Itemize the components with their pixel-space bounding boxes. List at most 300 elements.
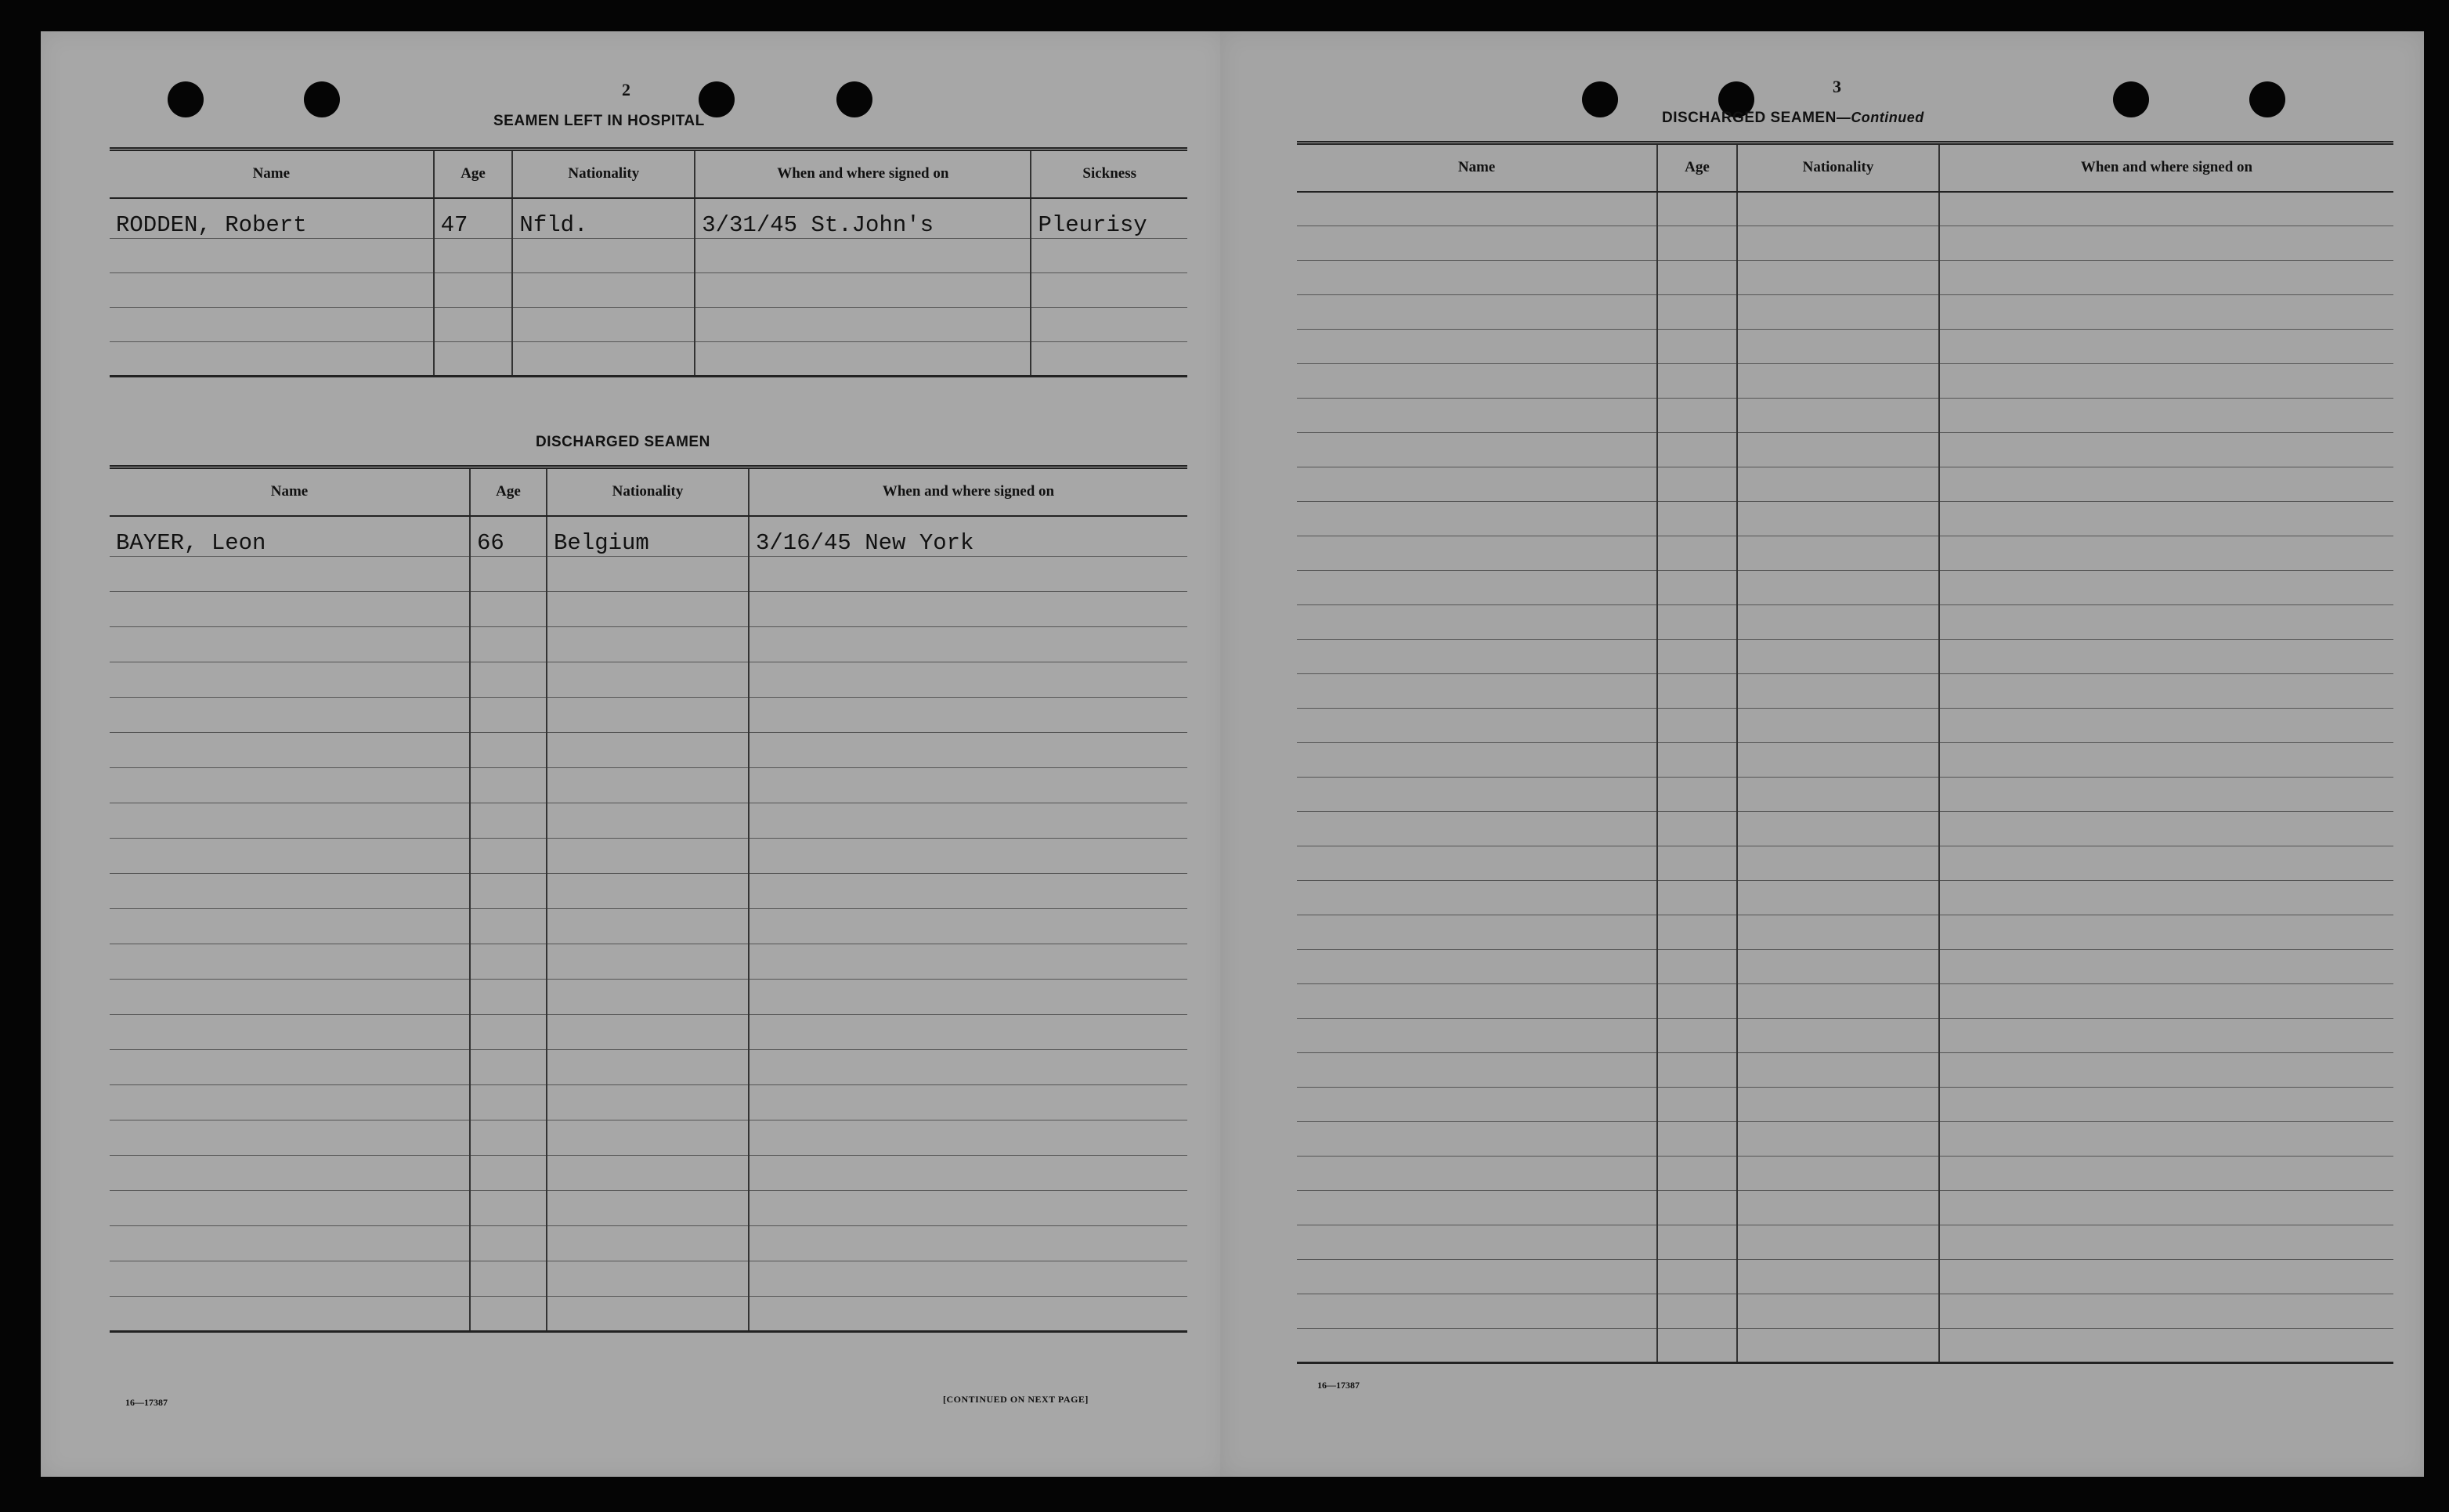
continued-note: [CONTINUED ON NEXT PAGE] (943, 1394, 1089, 1405)
table-row (1297, 846, 2393, 881)
blank-cell (1939, 433, 2393, 467)
blank-cell (1737, 605, 1939, 640)
table-row (1297, 778, 2393, 812)
blank-cell (1939, 330, 2393, 364)
signed-on: 3/16/45 New York (749, 516, 1187, 557)
blank-cell (1297, 467, 1657, 502)
blank-cell (1297, 1019, 1657, 1053)
blank-cell (1737, 192, 1939, 226)
blank-cell (110, 592, 470, 627)
blank-cell (110, 1297, 470, 1332)
table-row (110, 768, 1187, 803)
blank-cell (547, 1050, 749, 1085)
blank-cell (1297, 1191, 1657, 1225)
table-row (1297, 467, 2393, 502)
column-header: When and where signed on (749, 467, 1187, 516)
blank-cell (1297, 571, 1657, 605)
blank-cell (1297, 433, 1657, 467)
punch-hole (304, 81, 340, 117)
table-row (1297, 950, 2393, 984)
blank-cell (1939, 1225, 2393, 1260)
blank-cell (1657, 261, 1737, 295)
column-header: Name (1297, 143, 1657, 192)
title-main: DISCHARGED SEAMEN (1662, 110, 1837, 126)
blank-cell (547, 803, 749, 839)
blank-cell (110, 874, 470, 909)
blank-cell (749, 1191, 1187, 1226)
blank-cell (434, 273, 513, 308)
blank-cell (1939, 605, 2393, 640)
column-header: Age (1657, 143, 1737, 192)
blank-cell (1297, 192, 1657, 226)
blank-cell (1939, 536, 2393, 571)
table-row (1297, 1260, 2393, 1294)
blank-cell (1737, 1225, 1939, 1260)
table-row (1297, 536, 2393, 571)
blank-cell (1737, 467, 1939, 502)
blank-cell (470, 1297, 547, 1332)
blank-cell (547, 1085, 749, 1120)
blank-cell (749, 1226, 1187, 1261)
blank-cell (547, 733, 749, 768)
blank-cell (1031, 308, 1187, 342)
blank-cell (695, 342, 1031, 377)
blank-cell (470, 980, 547, 1015)
table-row (1297, 881, 2393, 915)
blank-cell (1939, 778, 2393, 812)
discharged-table (110, 465, 1187, 1333)
blank-cell (1939, 1053, 2393, 1088)
blank-cell (1657, 984, 1737, 1019)
blank-cell (1737, 846, 1939, 881)
blank-cell (470, 1226, 547, 1261)
blank-cell (470, 1191, 547, 1226)
blank-cell (110, 1261, 470, 1297)
blank-cell (1297, 330, 1657, 364)
table-row (110, 516, 1187, 557)
blank-cell (1657, 605, 1737, 640)
table-row (110, 342, 1187, 377)
blank-cell (1939, 1157, 2393, 1191)
blank-cell (470, 627, 547, 662)
blank-cell (1657, 846, 1737, 881)
table-row (1297, 1019, 2393, 1053)
blank-cell (1297, 261, 1657, 295)
table-row (110, 239, 1187, 273)
blank-cell (1657, 1260, 1737, 1294)
blank-cell (470, 874, 547, 909)
discharged-section-title: DISCHARGED SEAMEN (536, 434, 710, 450)
blank-cell (470, 839, 547, 874)
blank-cell (749, 733, 1187, 768)
blank-cell (470, 944, 547, 980)
blank-cell (1297, 640, 1657, 674)
blank-cell (1939, 1329, 2393, 1363)
blank-cell (547, 944, 749, 980)
seaman-nationality: Belgium (547, 516, 749, 557)
blank-cell (470, 733, 547, 768)
punch-hole (168, 81, 204, 117)
table-row (1297, 1294, 2393, 1329)
blank-cell (1737, 1191, 1939, 1225)
blank-cell (1031, 239, 1187, 273)
column-header: Name (110, 150, 434, 198)
table-row (1297, 571, 2393, 605)
hospital-header-row (110, 150, 1187, 198)
form-number: 16—17387 (1317, 1380, 1360, 1391)
table-row (1297, 330, 2393, 364)
blank-cell (110, 627, 470, 662)
title-suffix: —Continued (1836, 110, 1924, 125)
right-page (1220, 31, 2424, 1477)
blank-cell (1939, 1191, 2393, 1225)
discharged-continued-header-row (1297, 143, 2393, 192)
blank-cell (749, 980, 1187, 1015)
blank-cell (1297, 984, 1657, 1019)
blank-cell (110, 1120, 470, 1156)
table-row (110, 909, 1187, 944)
table-row (110, 627, 1187, 662)
table-row (1297, 226, 2393, 261)
table-row (1297, 984, 2393, 1019)
column-header: Nationality (547, 467, 749, 516)
blank-cell (1657, 330, 1737, 364)
blank-cell (1657, 812, 1737, 846)
seaman-age: 66 (470, 516, 547, 557)
table-row (1297, 743, 2393, 778)
blank-cell (1737, 399, 1939, 433)
blank-cell (1737, 674, 1939, 709)
blank-cell (547, 627, 749, 662)
blank-cell (547, 592, 749, 627)
blank-cell (1939, 1088, 2393, 1122)
blank-cell (1939, 674, 2393, 709)
punch-hole (2249, 81, 2285, 117)
blank-cell (1297, 502, 1657, 536)
hospital-section-title: SEAMEN LEFT IN HOSPITAL (493, 113, 705, 129)
blank-cell (1737, 984, 1939, 1019)
blank-cell (1939, 364, 2393, 399)
table-row (1297, 640, 2393, 674)
blank-cell (749, 662, 1187, 698)
blank-cell (434, 239, 513, 273)
blank-cell (1297, 915, 1657, 950)
table-row (1297, 399, 2393, 433)
blank-cell (1657, 1157, 1737, 1191)
blank-cell (1657, 709, 1737, 743)
table-row (110, 980, 1187, 1015)
blank-cell (110, 768, 470, 803)
table-row (110, 944, 1187, 980)
blank-cell (1939, 571, 2393, 605)
table-row (110, 874, 1187, 909)
blank-cell (434, 342, 513, 377)
blank-cell (1939, 399, 2393, 433)
blank-cell (470, 1261, 547, 1297)
blank-cell (749, 1261, 1187, 1297)
blank-cell (1737, 571, 1939, 605)
column-header: Nationality (1737, 143, 1939, 192)
blank-cell (749, 698, 1187, 733)
blank-cell (1657, 1225, 1737, 1260)
blank-cell (1297, 1053, 1657, 1088)
blank-cell (1737, 778, 1939, 812)
blank-cell (1737, 226, 1939, 261)
blank-cell (1297, 1122, 1657, 1157)
table-row (110, 1015, 1187, 1050)
blank-cell (110, 1156, 470, 1191)
blank-cell (1657, 915, 1737, 950)
table-row (110, 273, 1187, 308)
blank-cell (512, 308, 695, 342)
blank-cell (110, 944, 470, 980)
blank-cell (1737, 812, 1939, 846)
blank-cell (1939, 915, 2393, 950)
table-row (110, 1191, 1187, 1226)
table-row (110, 1120, 1187, 1156)
blank-cell (547, 1226, 749, 1261)
blank-cell (110, 839, 470, 874)
blank-cell (1297, 846, 1657, 881)
table-row (110, 698, 1187, 733)
blank-cell (1737, 1294, 1939, 1329)
blank-cell (1297, 1329, 1657, 1363)
blank-cell (1297, 1157, 1657, 1191)
column-header: Name (110, 467, 470, 516)
blank-cell (1737, 1088, 1939, 1122)
blank-cell (1297, 536, 1657, 571)
blank-cell (1297, 1088, 1657, 1122)
blank-cell (1657, 640, 1737, 674)
blank-cell (749, 1050, 1187, 1085)
blank-cell (547, 1261, 749, 1297)
blank-cell (1939, 1294, 2393, 1329)
blank-cell (1939, 812, 2393, 846)
blank-cell (1939, 846, 2393, 881)
blank-cell (1657, 467, 1737, 502)
blank-cell (695, 239, 1031, 273)
blank-cell (470, 1085, 547, 1120)
table-row (1297, 1088, 2393, 1122)
blank-cell (1939, 502, 2393, 536)
blank-cell (1657, 226, 1737, 261)
blank-cell (1297, 605, 1657, 640)
blank-cell (1297, 778, 1657, 812)
blank-cell (1737, 330, 1939, 364)
punch-hole (1582, 81, 1618, 117)
hospital-table (110, 147, 1187, 377)
table-row (1297, 433, 2393, 467)
blank-cell (1939, 1260, 2393, 1294)
table-row (1297, 1225, 2393, 1260)
blank-cell (470, 768, 547, 803)
blank-cell (1297, 226, 1657, 261)
blank-cell (1657, 743, 1737, 778)
blank-cell (1297, 881, 1657, 915)
page-number: 3 (1833, 77, 1841, 96)
column-header: Age (434, 150, 513, 198)
blank-cell (110, 557, 470, 592)
blank-cell (749, 874, 1187, 909)
blank-cell (1939, 295, 2393, 330)
blank-cell (1939, 950, 2393, 984)
blank-cell (1031, 273, 1187, 308)
blank-cell (1737, 1157, 1939, 1191)
table-row (110, 198, 1187, 239)
blank-cell (1657, 1053, 1737, 1088)
blank-cell (1297, 399, 1657, 433)
blank-cell (1737, 881, 1939, 915)
signed-on: 3/31/45 St.John's (695, 198, 1031, 239)
blank-cell (110, 308, 434, 342)
blank-cell (1657, 1329, 1737, 1363)
blank-cell (1737, 1329, 1939, 1363)
blank-cell (1737, 433, 1939, 467)
blank-cell (1939, 640, 2393, 674)
table-row (1297, 1053, 2393, 1088)
blank-cell (749, 909, 1187, 944)
blank-cell (547, 1015, 749, 1050)
blank-cell (749, 592, 1187, 627)
table-row (110, 1050, 1187, 1085)
seaman-name: BAYER, Leon (110, 516, 470, 557)
table-row (110, 803, 1187, 839)
blank-cell (749, 557, 1187, 592)
blank-cell (1297, 295, 1657, 330)
blank-cell (749, 627, 1187, 662)
blank-cell (749, 1156, 1187, 1191)
blank-cell (512, 273, 695, 308)
blank-cell (1657, 571, 1737, 605)
table-row (110, 733, 1187, 768)
blank-cell (749, 768, 1187, 803)
blank-cell (1657, 364, 1737, 399)
blank-cell (695, 308, 1031, 342)
page-number: 2 (622, 80, 630, 99)
blank-cell (1939, 984, 2393, 1019)
left-page (41, 31, 1225, 1477)
blank-cell (547, 1297, 749, 1332)
blank-cell (1657, 1191, 1737, 1225)
blank-cell (470, 592, 547, 627)
blank-cell (470, 909, 547, 944)
blank-cell (1939, 467, 2393, 502)
table-row (1297, 1191, 2393, 1225)
blank-cell (547, 1156, 749, 1191)
blank-cell (749, 803, 1187, 839)
blank-cell (110, 1050, 470, 1085)
table-row (110, 557, 1187, 592)
blank-cell (470, 1050, 547, 1085)
blank-cell (547, 874, 749, 909)
table-row (1297, 1329, 2393, 1363)
blank-cell (547, 839, 749, 874)
blank-cell (1297, 674, 1657, 709)
punch-hole (2113, 81, 2149, 117)
blank-cell (749, 1120, 1187, 1156)
blank-cell (1657, 950, 1737, 984)
blank-cell (547, 909, 749, 944)
blank-cell (1657, 1122, 1737, 1157)
blank-cell (1737, 1260, 1939, 1294)
blank-cell (1737, 261, 1939, 295)
blank-cell (1657, 674, 1737, 709)
blank-cell (1737, 1122, 1939, 1157)
blank-cell (110, 909, 470, 944)
table-row (1297, 1157, 2393, 1191)
blank-cell (1657, 399, 1737, 433)
blank-cell (1297, 950, 1657, 984)
column-header: Age (470, 467, 547, 516)
blank-cell (1657, 778, 1737, 812)
blank-cell (1939, 192, 2393, 226)
blank-cell (1297, 1225, 1657, 1260)
blank-cell (547, 1120, 749, 1156)
column-header: When and where signed on (1939, 143, 2393, 192)
column-header: When and where signed on (695, 150, 1031, 198)
blank-cell (1737, 1019, 1939, 1053)
blank-cell (547, 1191, 749, 1226)
blank-cell (1297, 812, 1657, 846)
blank-cell (1737, 743, 1939, 778)
blank-cell (110, 273, 434, 308)
blank-cell (110, 980, 470, 1015)
blank-cell (1939, 881, 2393, 915)
blank-cell (1297, 743, 1657, 778)
blank-cell (110, 239, 434, 273)
blank-cell (1657, 192, 1737, 226)
blank-cell (547, 980, 749, 1015)
table-row (1297, 709, 2393, 743)
blank-cell (470, 1156, 547, 1191)
table-row (110, 592, 1187, 627)
table-row (1297, 295, 2393, 330)
column-header: Sickness (1031, 150, 1187, 198)
blank-cell (1297, 364, 1657, 399)
blank-cell (1939, 226, 2393, 261)
blank-cell (512, 342, 695, 377)
table-row (110, 308, 1187, 342)
table-row (1297, 364, 2393, 399)
table-row (110, 1261, 1187, 1297)
table-row (1297, 674, 2393, 709)
blank-cell (1657, 1088, 1737, 1122)
blank-cell (1737, 950, 1939, 984)
table-row (110, 1156, 1187, 1191)
blank-cell (1737, 364, 1939, 399)
blank-cell (110, 1226, 470, 1261)
blank-cell (1939, 1019, 2393, 1053)
blank-cell (547, 662, 749, 698)
blank-cell (110, 1191, 470, 1226)
blank-cell (110, 662, 470, 698)
table-row (1297, 605, 2393, 640)
blank-cell (470, 662, 547, 698)
blank-cell (110, 698, 470, 733)
blank-cell (1297, 1260, 1657, 1294)
blank-cell (749, 944, 1187, 980)
table-row (110, 839, 1187, 874)
blank-cell (695, 273, 1031, 308)
table-row (110, 1226, 1187, 1261)
blank-cell (1657, 433, 1737, 467)
blank-cell (1737, 709, 1939, 743)
blank-cell (749, 1297, 1187, 1332)
blank-cell (110, 342, 434, 377)
blank-cell (1939, 1122, 2393, 1157)
blank-cell (1737, 1053, 1939, 1088)
blank-cell (470, 557, 547, 592)
